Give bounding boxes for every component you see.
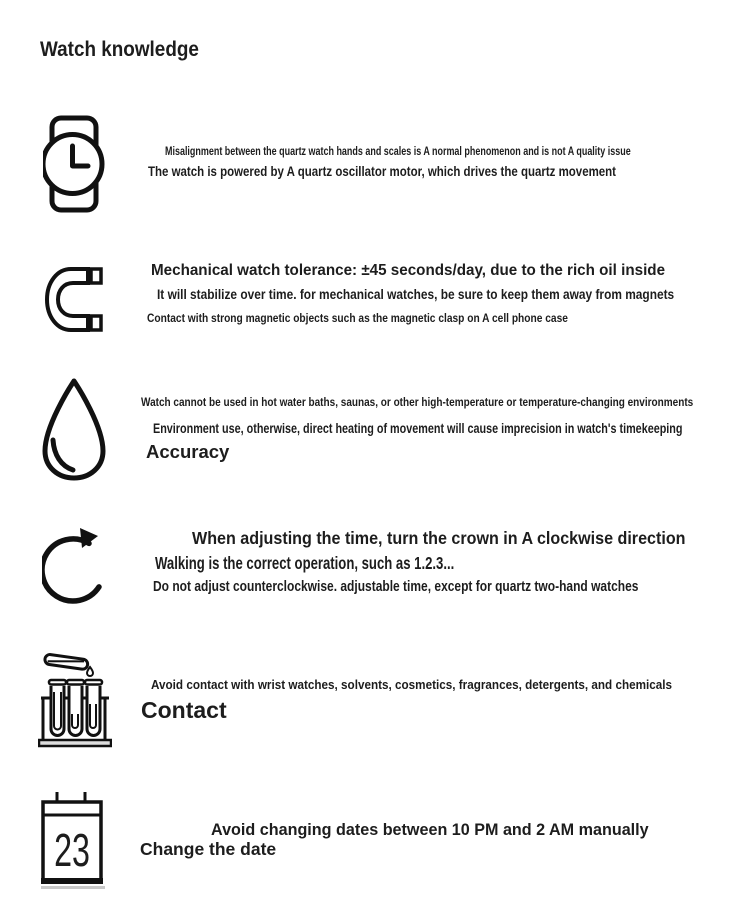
clockwise-arrow-icon (42, 522, 106, 612)
chemicals-warning-text: Avoid contact with wrist watches, solvents, cosmetics, fragrances, detergents, and chemicals (151, 677, 673, 692)
magnet-contact-text: Contact with strong magnetic objects such as the magnetic clasp on A cell phone case (147, 311, 568, 325)
magnet-stabilize-text: It will stabilize over time. for mechanical watches, be sure to keep them away from magnets (157, 286, 675, 302)
calendar-shadow (41, 886, 105, 889)
quartz-movement-text: The watch is powered by A quartz oscillator motor, which drives the quartz movement (148, 163, 617, 179)
wristwatch-icon (43, 113, 105, 215)
change-date-label: Change the date (140, 839, 277, 859)
magnet-icon (44, 266, 104, 333)
accuracy-heading: Accuracy (146, 441, 230, 462)
page-title: Watch knowledge (40, 38, 199, 61)
test-tubes-icon (38, 646, 112, 748)
quartz-note-text: Misalignment between the quartz watch hands and scales is A normal phenomenon and is not A quality issue (165, 146, 631, 158)
temperature-warning-text: Watch cannot be used in hot water baths, saunas, or other high-temperature or temperature-changing environments (141, 397, 694, 409)
calendar-day: 23 (54, 824, 90, 876)
date-change-warning-text: Avoid changing dates between 10 PM and 2 AM manually (211, 820, 649, 839)
crown-clockwise-text: When adjusting the time, turn the crown in A clockwise direction (192, 528, 686, 548)
temperature-environment-text: Environment use, otherwise, direct heating of movement will cause imprecision in watch's timekeeping (153, 421, 683, 436)
contact-heading: Contact (141, 697, 227, 723)
walking-operation-text: Walking is the correct operation, such as 1.2.3... (155, 553, 455, 573)
magnet-tolerance-text: Mechanical watch tolerance: ±45 seconds/day, due to the rich oil inside (151, 262, 666, 279)
water-drop-icon (40, 377, 108, 483)
counterclockwise-warning-text: Do not adjust counterclockwise. adjustable time, except for quartz two-hand watches (153, 578, 639, 595)
